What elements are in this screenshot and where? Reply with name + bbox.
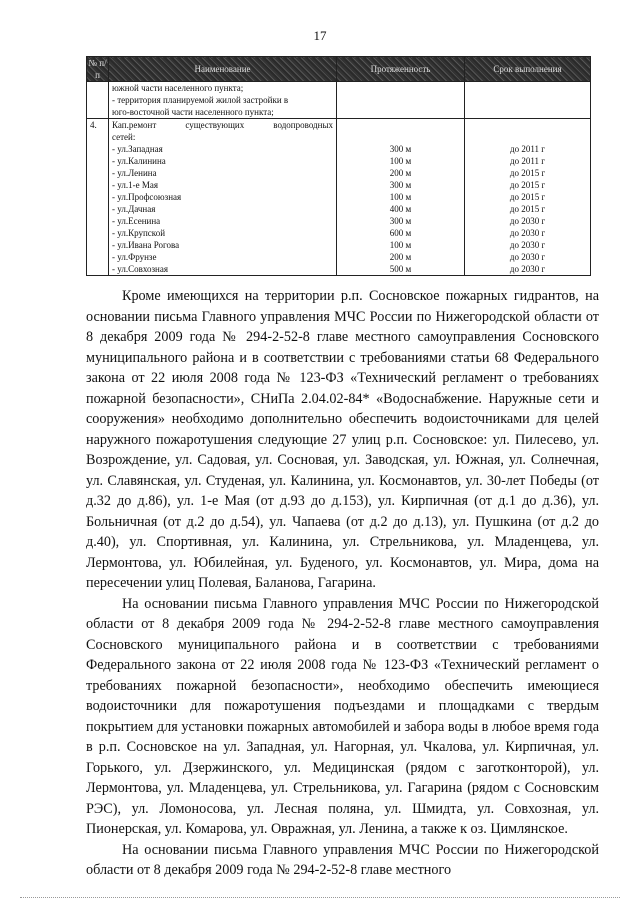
street-name: - ул.Калинина — [112, 156, 166, 166]
street-length: 200 м — [389, 168, 412, 178]
cell-empty — [87, 82, 109, 119]
street-name: - ул.Профсоюзная — [112, 192, 182, 202]
street-length: 500 м — [389, 264, 412, 274]
table-row — [87, 119, 591, 276]
paragraph: Кроме имеющихся на территории р.п. Сосновское пожарных гидрантов, на основании письма Главного управления МЧС России по Нижегородской области от 8 декабря 2009 года № 294-2-52-8 главе местного самоуправления Сосновского муниципального района и в соответствии с требованиями статьи 68 Федерального закона от 22 июля 2008 года № 123-ФЗ «Технический регламент о требованиях пожарной безопасности», СНиПа 2.04.02-84* «Водоснабжение. Наружные сети и сооружения» необходимо дополнительно обеспечить водоисточниками для целей наружного пожаротушения следующие 27 улиц р.п. Сосновское: ул. Пилесево, ул. Возрождение, ул. Садовая, ул. Сосновая, ул. Заводская, ул. Южная, ул. Солнечная, ул. Славянская, ул. Студеная, ул. Калинина, ул. Космонавтов, ул. 30-лет Победы (от д.32 до д.86), ул. 1-е Мая (от д.93 до д.153), ул. Кирпичная (от д.1 до д.36), ул. Больничная (от д.2 до д.54), ул. Чапаева (от д.2 до д.13), ул. Пушкина (от д.2 до д.40), ул. Спортивная, ул. Калинина, ул. Стрельникова, ул. Младенцева, ул. Лермонтова, ул. Юбилейная, ул. Буденого, ул. Космонавтов, ул. Мира, дома на пересечении улиц Полевая, Баланова, Гагарина. — [86, 288, 599, 591]
street-term: до 2030 г — [509, 264, 546, 274]
street-term: до 2030 г — [509, 252, 546, 262]
table-row-continued — [87, 82, 591, 119]
street-term: до 2030 г — [509, 228, 546, 238]
street-length: 100 м — [389, 240, 412, 250]
row-title-cont: сетей: — [112, 132, 136, 142]
header-term: Срок выполнения — [465, 57, 591, 82]
street-term: до 2030 г — [509, 240, 546, 250]
cell-continued-text — [109, 82, 337, 119]
street-name: - ул.Фрунзе — [112, 252, 157, 262]
street-term: до 2011 г — [510, 144, 545, 154]
row-title: Кап.ремонт существующих водопроводных — [112, 120, 333, 130]
header-name: Наименование — [109, 57, 337, 82]
cell-name — [109, 119, 337, 276]
continued-line: юго-восточной части населенного пункта; — [112, 107, 274, 117]
street-name: - ул.Дачная — [112, 204, 156, 214]
street-length: 200 м — [389, 252, 412, 262]
street-name: - ул.Совхозная — [112, 264, 169, 274]
street-length: 300 м — [389, 144, 412, 154]
row-number: 4. — [87, 119, 109, 276]
street-name: - ул.1-е Мая — [112, 180, 158, 190]
street-length: 600 м — [389, 228, 412, 238]
page-number: 17 — [313, 28, 327, 43]
street-term: до 2015 г — [509, 204, 546, 214]
continued-line: - территория планируемой жилой застройки в — [112, 95, 289, 105]
street-name: - ул.Крупской — [112, 228, 166, 238]
street-term: до 2030 г — [509, 216, 546, 226]
street-name: - ул.Ленина — [112, 168, 157, 178]
header-length: Протяженность — [337, 57, 465, 82]
continued-line: южной части населенного пункта; — [112, 83, 244, 93]
street-length: 400 м — [389, 204, 412, 214]
street-length: 300 м — [389, 180, 412, 190]
body-text — [86, 286, 599, 881]
street-term: до 2015 г — [509, 180, 546, 190]
street-length: 100 м — [389, 192, 412, 202]
street-name: - ул.Западная — [112, 144, 163, 154]
street-name: - ул.Есенина — [112, 216, 161, 226]
paragraph: На основании письма Главного управления МЧС России по Нижегородской области от 8 декабря 2009 года № 294-2-52-8 главе местного самоуправления Сосновского муниципального района и в соответствии с требованиями Федерального закона от 22 июля 2008 года № 123-ФЗ «Технический регламент о требованиях пожарной безопасности», необходимо обеспечить имеющиеся водоисточники для пожаротушения подъездами и площадками с твердым покрытием для установки пожарных автомобилей и забора воды в любое время года в р.п. Сосновское на ул. Западная, ул. Нагорная, ул. Чкалова, ул. Кирпичная, ул. Горького, ул. Дзержинского, ул. Медицинская (рядом с заготконторой), ул. Лермонтова, ул. Младенцева, ул. Стрельникова, ул. Гагарина (рядом с Сосновским РЭС), ул. Ломоносова, ул. Лесная поляна, ул. Шмидта, ул. Совхозная, ул. Пионерская, ул. Комарова, ул. Овражная, ул. Ленина, а также к оз. Цимлянское. — [86, 595, 599, 837]
table-header-row — [87, 57, 591, 82]
cell-empty — [337, 82, 465, 119]
street-length: 300 м — [389, 216, 412, 226]
street-name: - ул.Ивана Рогова — [112, 240, 180, 250]
works-table — [86, 56, 591, 276]
street-length: 100 м — [389, 156, 412, 166]
paragraph: На основании письма Главного управления МЧС России по Нижегородской области от 8 декабря 2009 года № 294-2-52-8 главе местного — [86, 841, 599, 878]
cell-empty — [465, 82, 591, 119]
cell-length — [337, 119, 465, 276]
street-term: до 2015 г — [509, 168, 546, 178]
street-term: до 2011 г — [510, 156, 545, 166]
scan-edge-line — [20, 897, 620, 899]
cell-term — [465, 119, 591, 276]
header-number: № п/п — [88, 58, 107, 80]
street-term: до 2015 г — [509, 192, 546, 202]
